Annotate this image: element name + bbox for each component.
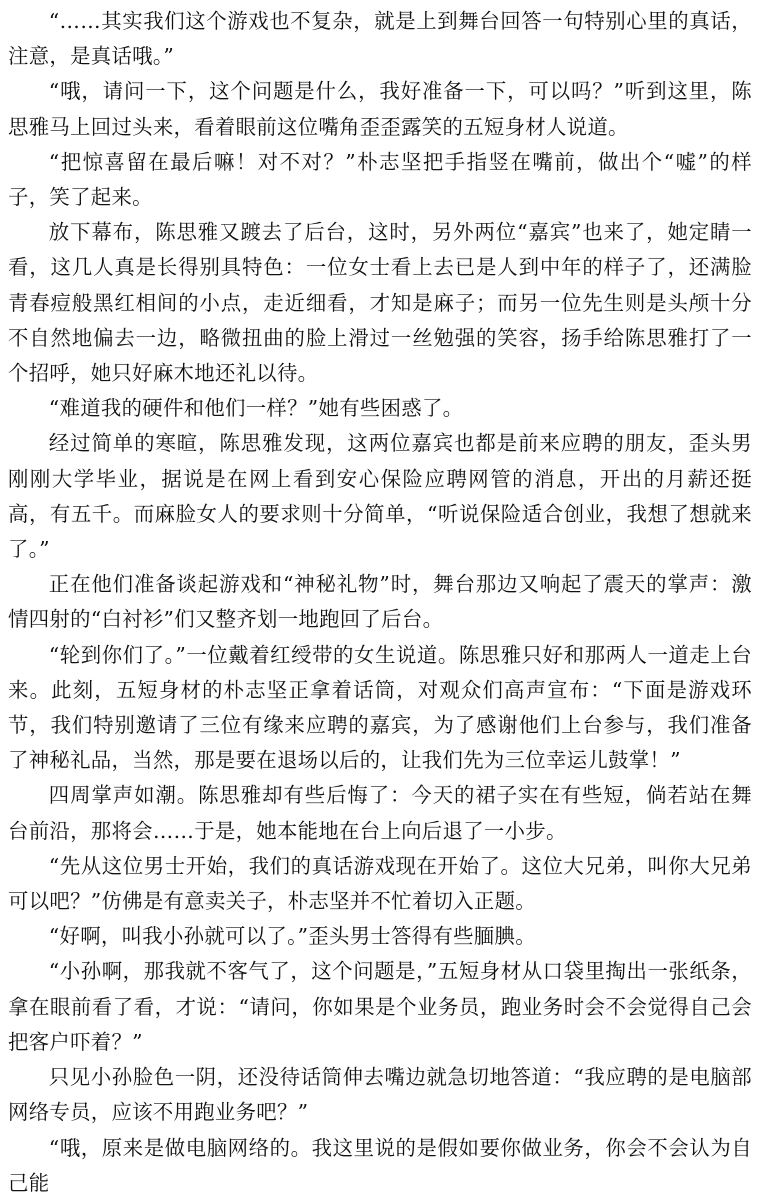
paragraph: 经过简单的寒暄，陈思雅发现，这两位嘉宾也都是前来应聘的朋友，歪头男刚刚大学毕业，据说是在网上看到安心保险应聘网管的消息，开出的月薪还挺高，有五千。而麻脸女人的要求则十分简单，“听说保险适合创业，我想了想就来了。”: [8, 431, 752, 562]
paragraph: “先从这位男士开始，我们的真话游戏现在开始了。这位大兄弟，叫你大兄弟可以吧？”仿佛是有意卖关子，朴志坚并不忙着切入正题。: [8, 853, 752, 914]
paragraph: “……其实我们这个游戏也不复杂，就是上到舞台回答一句特别心里的真话，注意，是真话哦。”: [8, 9, 752, 69]
paragraph: 放下幕布，陈思雅又踱去了后台，这时，另外两位“嘉宾”也来了，她定睛一看，这几人真是长得别具特色：一位女士看上去已是人到中年的样子了，还满脸青春痘般黑红相间的小点，走近细看，才知是麻子；而另一位先生则是头颅十分不自然地偏去一边，略微扭曲的脸上滑过一丝勉强的笑容，扬手给陈思雅打了一个招呼，她只好麻木地还礼以待。: [8, 220, 752, 386]
paragraph: “哦，原来是做电脑网络的。我这里说的是假如要你做业务，你会不会认为自己能: [8, 1135, 752, 1195]
paragraph: 只见小孙脸色一阴，还没待话筒伸去嘴边就急切地答道：“我应聘的是电脑部网络专员，应该不用跑业务吧？”: [8, 1065, 752, 1125]
paragraph: “哦，请问一下，这个问题是什么，我好准备一下，可以吗？”听到这里，陈思雅马上回过头来，看着眼前这位嘴角歪歪露笑的五短身材人说道。: [8, 79, 752, 139]
paragraph: “小孙啊，那我就不客气了，这个问题是，”五短身材从口袋里掏出一张纸条，拿在眼前看了看，才说：“请问，你如果是个业务员，跑业务时会不会觉得自己会把客户吓着？”: [8, 959, 752, 1054]
paragraph: 四周掌声如潮。陈思雅却有些后悔了：今天的裙子实在有些短，倘若站在舞台前沿，那将会……于是，她本能地在台上向后退了一小步。: [8, 783, 752, 843]
paragraph: “好啊，叫我小孙就可以了。”歪头男士答得有些腼腆。: [48, 924, 536, 949]
paragraph: “把惊喜留在最后嘛！对不对？”朴志坚把手指竖在嘴前，做出个“嘘”的样子，笑了起来。: [8, 149, 752, 210]
paragraph: “轮到你们了。”一位戴着红绶带的女生说道。陈思雅只好和那两人一道走上台来。此刻，五短身材的朴志坚正拿着话筒，对观众们高声宣布：“下面是游戏环节，我们特别邀请了三位有缘来应聘的嘉宾，为了感谢他们上台参与，我们准备了神秘礼品，当然，那是要在退场以后的，让我们先为三位幸运儿鼓掌！”: [8, 642, 752, 773]
paragraph: 正在他们准备谈起游戏和“神秘礼物”时，舞台那边又响起了震天的掌声：激情四射的“白衬衫”们又整齐划一地跑回了后台。: [8, 572, 752, 632]
document-page: [8, 4, 752, 1195]
paragraph: “难道我的硬件和他们一样？”她有些困惑了。: [48, 396, 464, 421]
